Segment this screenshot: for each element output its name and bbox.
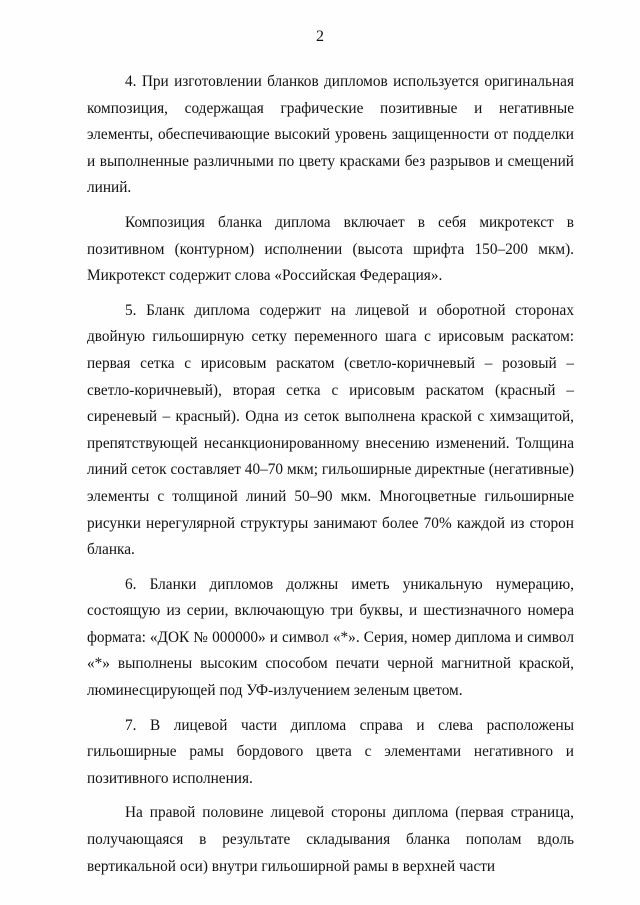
paragraph-right-half: На правой половине лицевой стороны диплома (первая страница, получающаяся в результате складывания бланка пополам вдоль вертикальной оси) внутри гильоширной рамы в верхней части (87, 804, 574, 875)
paragraph-4: 4. При изготовлении бланков дипломов используется оригинальная композиция, содержащая графические позитивные и негативные элементы, обеспечивающие высокий уровень защищенности от подделки и выполненные различными по цвету красками без разрывов и смещений линий. (87, 73, 574, 197)
page-number: 2 (316, 28, 324, 45)
document-body (87, 69, 574, 880)
paragraph-6: 6. Бланки дипломов должны иметь уникальную нумерацию, состоящую из серии, включающую три буквы, и шестизначного номера формата: «ДОК № 000000» и символ «*». Серия, номер диплома и символ «*» выполнены высоким способом печати черной магнитной краской, люминесцирующей под УФ-излучением зеленым цветом. (87, 575, 574, 700)
paragraph-7: 7. В лицевой части диплома справа и слева расположены гильоширные рамы бордового цвета с элементами негативного и позитивного исполнения. (87, 716, 574, 787)
paragraph-5: 5. Бланк диплома содержит на лицевой и оборотной сторонах двойную гильоширную сетку переменного шага с ирисовым раскатом: первая сетка с ирисовым раскатом (светло-коричневый – розовый – светло-коричневый), вторая сетка с ирисовым раскатом (красный – сиреневый – красный). Одна из сеток выполнена краской с химзащитой, препятствующей несанкционированному внесению изменений. Толщина линий сеток составляет 40–70 мкм; гильоширные директные (негативные) элементы с толщиной линий 50–90 мкм. Многоцветные гильоширные рисунки нерегулярной структуры занимают более 70% каждой из сторон бланка. (87, 301, 574, 559)
paragraph-composition: Композиция бланка диплома включает в себя микротекст в позитивном (контурном) исполнении (высота шрифта 150–200 мкм). Микротекст содержит слова «Российская Федерация». (87, 213, 574, 285)
